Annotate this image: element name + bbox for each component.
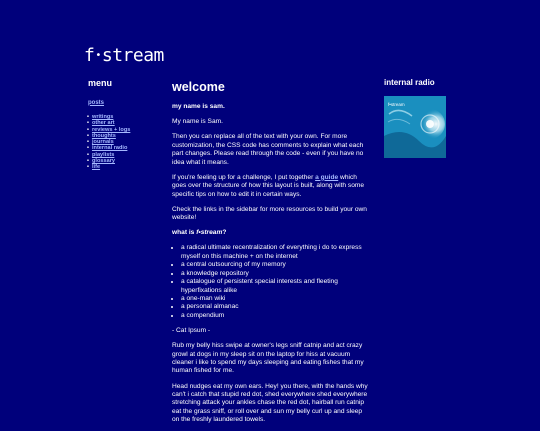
menu-item-life[interactable]: • life <box>87 164 164 170</box>
main-content <box>172 79 368 431</box>
intro-paragraph-3: If you're feeling up for a challenge, I put together a guide which goes over the structure of how this layout is built, along with some specific tips on how to edit it in certain ways. <box>172 173 365 198</box>
menu-item-glossary[interactable]: • glossary <box>87 158 164 164</box>
intro-paragraph-4: Check the links in the sidebar for more resources to build your own website! <box>172 205 367 222</box>
menu-item-reviews-logs[interactable]: • reviews + logs <box>87 127 164 133</box>
logo-left: f <box>84 45 95 66</box>
intro-heading: my name is sam. <box>172 103 225 110</box>
menu-item-internal-radio[interactable]: • internal radio <box>87 145 164 151</box>
logo-right: stream <box>101 45 164 66</box>
radio-art-label: f•stream <box>388 102 405 108</box>
what-heading: what is f•stream? <box>172 229 227 237</box>
menu-item-journals[interactable]: • journals <box>87 139 164 145</box>
list-item: • a catalogue of persistent special interests and fleeting hyperfixations alike <box>181 278 368 295</box>
what-list <box>181 244 368 320</box>
radio-album-art[interactable] <box>384 96 446 158</box>
menu-item-other-art[interactable]: • other art <box>87 120 164 126</box>
logo-dot: • <box>95 50 101 61</box>
radio-heading: internal radio <box>384 78 435 87</box>
site-logo[interactable] <box>84 44 164 67</box>
menu-item-writings[interactable]: • writings <box>87 114 164 120</box>
cat-ipsum-paragraph-1: Rub my belly hiss swipe at owner's legs sniff catnip and act crazy growl at dogs in my sleep sit on the laptop for hiss at vacuum cleaner i like to spend my days sleeping and eating fishes that my human fished for me. <box>172 342 364 375</box>
list-item: • a one-man wiki <box>181 295 368 303</box>
menu-item-playlists[interactable]: • playlists <box>87 152 164 158</box>
menu-heading: menu <box>88 78 113 88</box>
list-item: • a compendium <box>181 312 368 320</box>
list-item: • a central outsourcing of my memory <box>181 261 368 269</box>
guide-link[interactable]: a guide <box>315 173 339 181</box>
menu-sidebar <box>84 78 164 170</box>
list-item: • a personal almanac <box>181 303 368 311</box>
page-title: welcome <box>172 80 225 94</box>
menu-list <box>87 114 164 170</box>
menu-item-thoughts[interactable]: • thoughts <box>87 133 164 139</box>
radio-art-graphic <box>384 96 446 158</box>
list-item: • a knowledge repository <box>181 270 368 278</box>
list-item: • a radical ultimate recentralization of everything i do to express myself on this machine + on the internet <box>181 244 368 261</box>
intro-paragraph-2: Then you can replace all of the text with your own. For more customization, the CSS code has comments to explain what each part changes. Please read through the code - even if you have no idea what it means. <box>172 133 364 166</box>
radio-sidebar <box>384 78 464 158</box>
intro-paragraph-1: My name is Sam. <box>172 118 223 126</box>
cat-ipsum-paragraph-2: Head nudges eat my own ears. Hey! you there, with the hands why can't i catch that stupid red dot, shed everywhere shed everywhere stretching attack your ankles chase the red dot, hairball run catnip eat the grass sniff, or roll over and sun my belly curl up and sleep on the freshly laundered towels. <box>172 382 368 424</box>
posts-link[interactable]: posts <box>88 99 105 106</box>
cat-ipsum-heading: - Cat Ipsum - <box>172 327 211 334</box>
